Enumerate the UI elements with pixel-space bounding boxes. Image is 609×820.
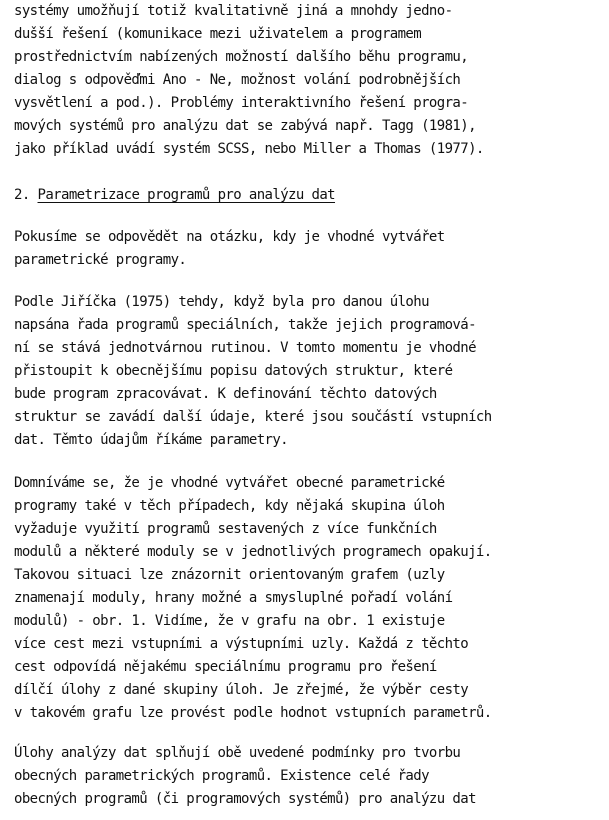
text-line: dialog s odpověďmi Ano - Ne, možnost volání podrobnějších (14, 72, 461, 88)
text-line: Pokusíme se odpovědět na otázku, kdy je vhodné vytvářet (14, 229, 445, 245)
text-line: cest odpovídá nějakému speciálnímu programu pro řešení (14, 659, 437, 675)
text-line: vysvětlení a pod.). Problémy interaktivního řešení progra- (14, 95, 469, 111)
text-line: přistoupit k obecnějšímu popisu datových struktur, které (14, 363, 453, 379)
text-line: modulů a některé moduly se v jednotlivých programech opakují. (14, 544, 492, 560)
text-line: vyžaduje využití programů sestavených z více funkčních (14, 521, 437, 537)
text-line: v takovém grafu lze provést podle hodnot vstupních parametrů. (14, 705, 492, 721)
text-line: Úlohy analýzy dat splňují obě uvedené podmínky pro tvorbu (14, 745, 461, 761)
text-line: obecných parametrických programů. Existence celé řady (14, 768, 429, 784)
text-line: více cest mezi vstupními a výstupními uzly. Každá z těchto (14, 636, 469, 652)
text-line: bude program zpracovávat. K definování těchto datových (14, 386, 437, 402)
text-line: dílčí úlohy z dané skupiny úloh. Je zřejmé, že výběr cesty (14, 682, 469, 698)
section-number: 2. (14, 187, 30, 203)
text-line: programy také v těch případech, kdy nějaká skupina úloh (14, 498, 445, 514)
text-line: mových systémů pro analýzu dat se zabývá např. Tagg (1981), (14, 118, 476, 134)
text-line: dat. Těmto údajům říkáme parametry. (14, 432, 289, 448)
text-line: systémy umožňují totiž kvalitativně jiná a mnohdy jedno- (14, 3, 453, 19)
text-line: jako příklad uvádí systém SCSS, nebo Miller a Thomas (1977). (14, 141, 484, 157)
text-line: struktur se zavádí další údaje, které jsou součástí vstupních (14, 409, 492, 425)
text-line: Domníváme se, že je vhodné vytvářet obecné parametrické (14, 475, 445, 491)
section-heading (14, 186, 335, 204)
text-line: Podle Jiříčka (1975) tehdy, když byla pro danou úlohu (14, 294, 429, 310)
text-line: parametrické programy. (14, 252, 187, 268)
text-line: napsána řada programů speciálních, takže jejich programová- (14, 317, 476, 333)
text-line: prostřednictvím nabízených možností dalšího běhu programu, (14, 49, 469, 65)
text-line: znamenají moduly, hrany možné a smysluplné pořadí volání (14, 590, 453, 606)
text-line: dušší řešení (komunikace mezi uživatelem a programem (14, 26, 422, 42)
text-line: obecných programů (či programových systémů) pro analýzu dat (14, 791, 476, 807)
section-title: Parametrizace programů pro analýzu dat (37, 187, 336, 203)
text-line: ní se stává jednotvárnou rutinou. V tomto momentu je vhodné (14, 340, 476, 356)
text-line: Takovou situaci lze znázornit orientovaným grafem (uzly (14, 567, 445, 583)
text-line: modulů) - obr. 1. Vidíme, že v grafu na obr. 1 existuje (14, 613, 445, 629)
